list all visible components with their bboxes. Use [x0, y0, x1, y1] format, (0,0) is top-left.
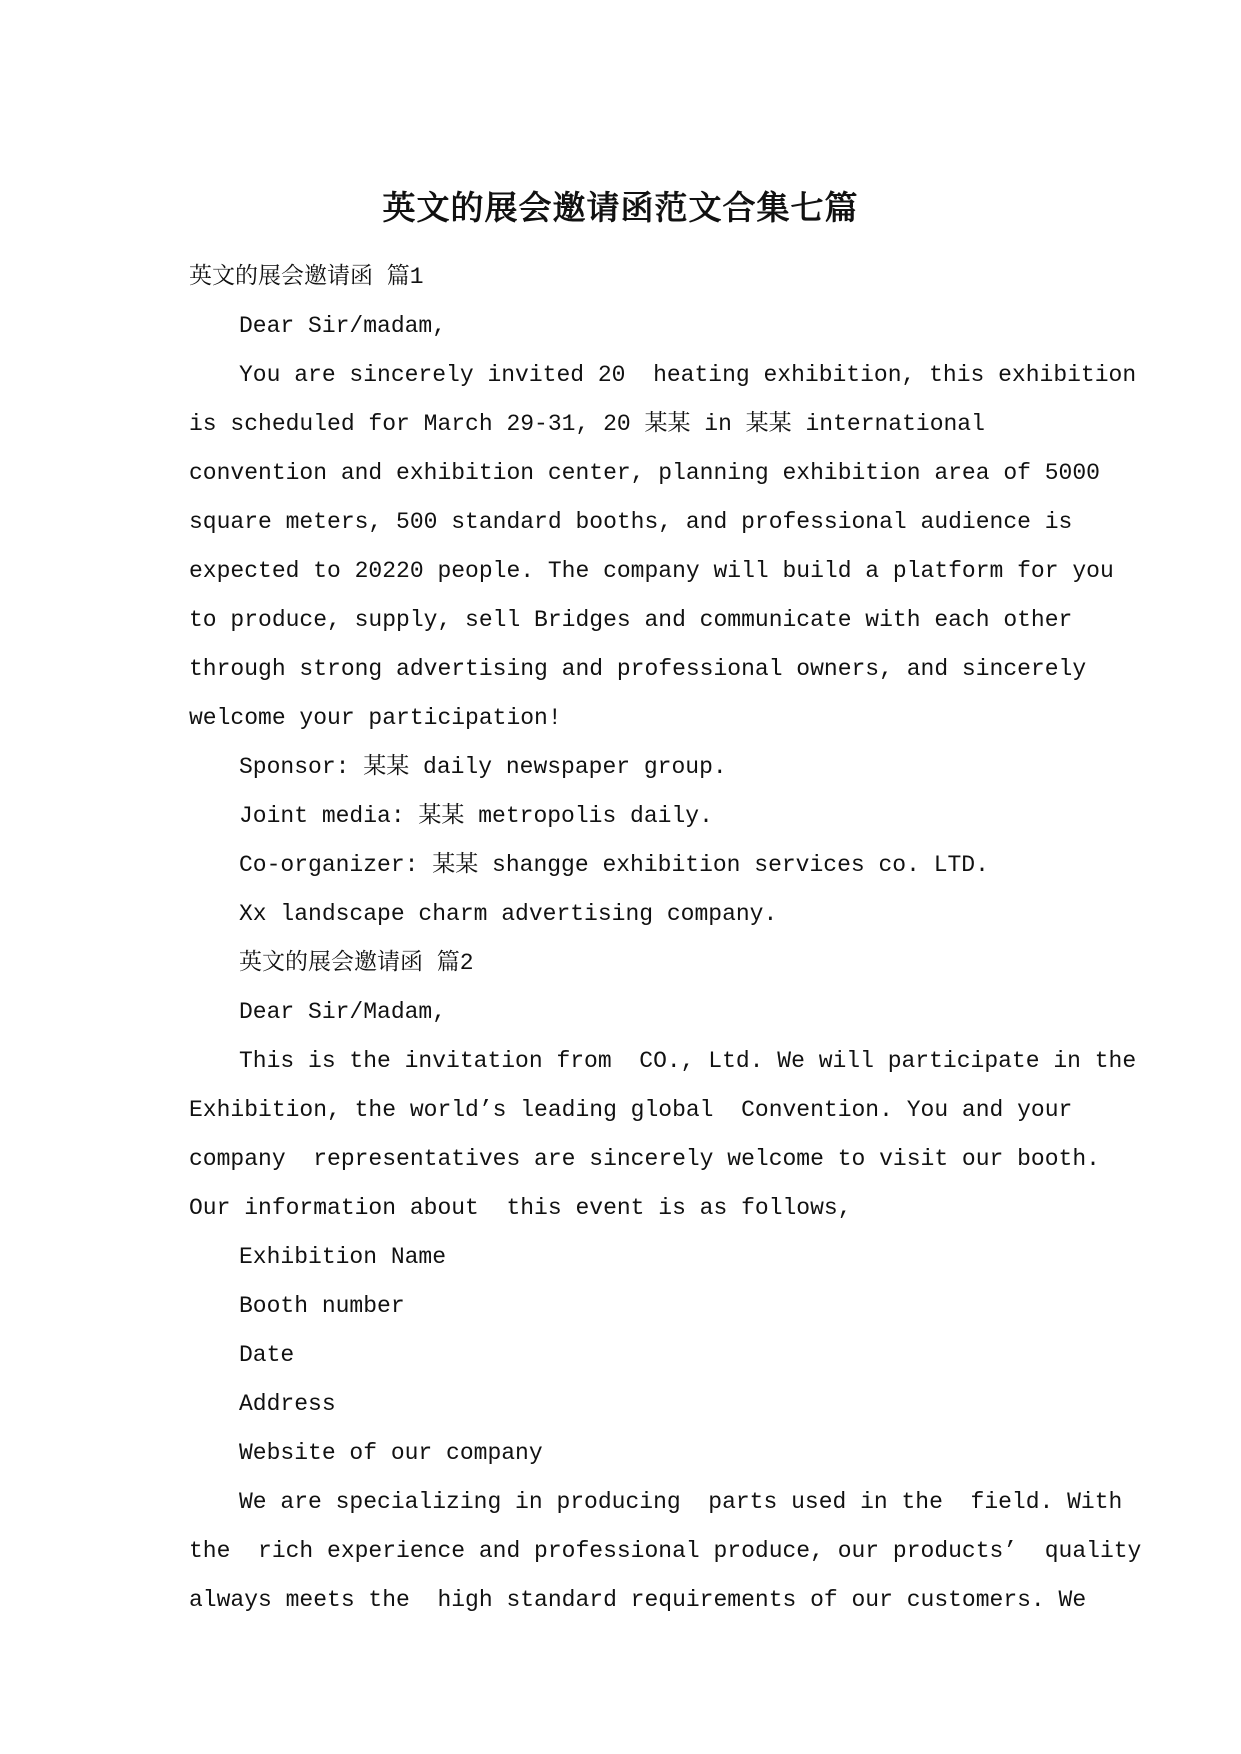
text-line: company representatives are sincerely welcome to visit our booth.	[189, 1146, 1100, 1172]
document-body	[189, 253, 1142, 1625]
text-line: Exhibition, the world’s leading global Convention. You and your	[189, 1097, 1073, 1123]
text-line: square meters, 500 standard booths, and professional audience is	[189, 509, 1073, 535]
text-line: Our information about this event is as follows,	[189, 1195, 852, 1221]
text-line: 英文的展会邀请函 篇2	[239, 950, 474, 976]
text-line: You are sincerely invited 20 heating exhibition, this exhibition	[239, 362, 1137, 388]
text-line: Dear Sir/Madam,	[239, 999, 447, 1025]
document-title: 英文的展会邀请函范文合集七篇	[382, 188, 859, 227]
text-line: We are specializing in producing parts used in the field. With	[239, 1489, 1123, 1515]
text-line: Co-organizer: 某某 shangge exhibition services co. LTD.	[239, 852, 989, 878]
text-line: Booth number	[239, 1293, 405, 1319]
text-line: Website of our company	[239, 1440, 543, 1466]
text-line: Date	[239, 1342, 295, 1368]
text-line: always meets the high standard requirements of our customers. We	[189, 1587, 1087, 1613]
text-line: Xx landscape charm advertising company.	[239, 901, 778, 927]
text-line: 英文的展会邀请函 篇1	[189, 264, 424, 290]
text-line: Dear Sir/madam,	[239, 313, 447, 339]
text-line: Sponsor: 某某 daily newspaper group.	[239, 754, 727, 780]
text-line: This is the invitation from CO., Ltd. We will participate in the	[239, 1048, 1137, 1074]
text-line: through strong advertising and professional owners, and sincerely	[189, 656, 1087, 682]
text-line: expected to 20220 people. The company will build a platform for you	[189, 558, 1114, 584]
text-line: Joint media: 某某 metropolis daily.	[239, 803, 713, 829]
text-line: to produce, supply, sell Bridges and communicate with each other	[189, 607, 1073, 633]
text-line: Address	[239, 1391, 336, 1417]
text-line: the rich experience and professional produce, our products’ quality	[189, 1538, 1142, 1564]
text-line: Exhibition Name	[239, 1244, 447, 1270]
text-line: convention and exhibition center, planning exhibition area of 5000	[189, 460, 1100, 486]
text-line: is scheduled for March 29-31, 20 某某 in 某某 international	[189, 411, 985, 437]
text-line: welcome your participation!	[189, 705, 562, 731]
